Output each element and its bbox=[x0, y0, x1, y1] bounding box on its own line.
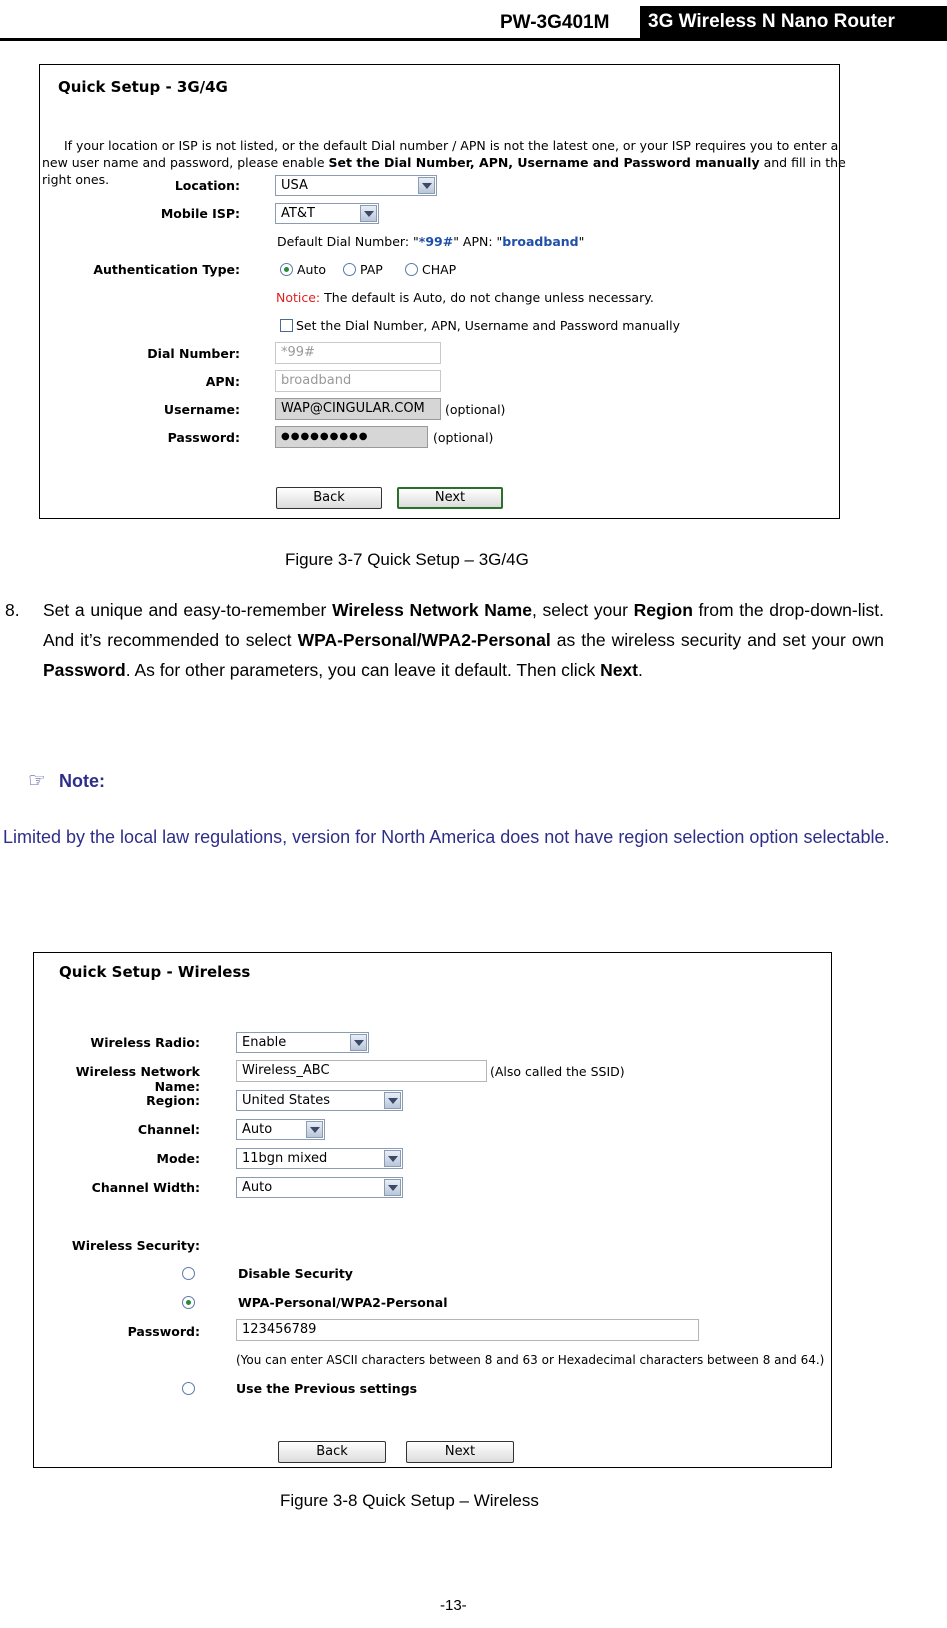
ssid-note: (Also called the SSID) bbox=[490, 1064, 625, 1079]
notice-text: Notice: The default is Auto, do not change unless necessary. bbox=[276, 290, 654, 305]
chevron-down-icon bbox=[384, 1179, 401, 1196]
page-number: -13- bbox=[440, 1597, 467, 1614]
wireless-password-label: Password: bbox=[127, 1324, 200, 1339]
use-previous-label: Use the Previous settings bbox=[236, 1381, 418, 1396]
quick-setup-wireless-panel bbox=[33, 952, 832, 1468]
manual-settings-label: Set the Dial Number, APN, Username and Password manually bbox=[296, 318, 680, 333]
model-name: PW-3G401M bbox=[500, 12, 610, 33]
username-label: Username: bbox=[163, 402, 240, 417]
password-hint: (You can enter ASCII characters between 8 and 63 or Hexadecimal characters between 8 and 64.) bbox=[236, 1353, 825, 1367]
password-optional: (optional) bbox=[433, 430, 494, 445]
use-previous-radio[interactable] bbox=[182, 1382, 195, 1395]
mode-select[interactable]: 11bgn mixed bbox=[236, 1148, 403, 1169]
panel-title: Quick Setup - Wireless bbox=[59, 963, 251, 981]
apn-input[interactable]: broadband bbox=[275, 370, 441, 392]
username-optional: (optional) bbox=[445, 402, 506, 417]
chevron-down-icon bbox=[384, 1092, 401, 1109]
password-label: Password: bbox=[167, 430, 240, 445]
page-header bbox=[0, 0, 947, 44]
dial-number-input[interactable]: *99# bbox=[275, 342, 441, 364]
header-rule bbox=[0, 38, 947, 41]
wireless-radio-select[interactable]: Enable bbox=[236, 1032, 369, 1053]
location-select[interactable]: USA bbox=[275, 175, 437, 196]
pointing-hand-icon: ☞ bbox=[28, 768, 46, 792]
username-input[interactable]: WAP@CINGULAR.COM bbox=[275, 398, 441, 420]
wireless-radio-label: Wireless Radio: bbox=[90, 1035, 200, 1050]
chevron-down-icon bbox=[418, 177, 435, 194]
apn-label: APN: bbox=[205, 374, 240, 389]
chevron-down-icon bbox=[384, 1150, 401, 1167]
step-number: 8. bbox=[5, 600, 20, 620]
auth-chap-radio[interactable] bbox=[405, 263, 418, 276]
channel-width-select[interactable]: Auto bbox=[236, 1177, 403, 1198]
wpa-personal-label: WPA-Personal/WPA2-Personal bbox=[238, 1295, 448, 1310]
region-select[interactable]: United States bbox=[236, 1090, 403, 1111]
mobile-isp-label: Mobile ISP: bbox=[160, 206, 240, 221]
panel-title: Quick Setup - 3G/4G bbox=[58, 78, 228, 96]
chevron-down-icon bbox=[350, 1034, 367, 1051]
manual-settings-checkbox[interactable] bbox=[280, 319, 293, 332]
back-button[interactable]: Back bbox=[276, 487, 382, 509]
note-text: Limited by the local law regulations, version for North America does not have region selection option selectable. bbox=[3, 827, 890, 847]
back-button[interactable]: Back bbox=[278, 1441, 386, 1463]
auth-chap-label: CHAP bbox=[422, 262, 457, 277]
mobile-isp-select[interactable]: AT&T bbox=[275, 203, 379, 224]
auth-auto-label: Auto bbox=[297, 262, 327, 277]
auth-type-label: Authentication Type: bbox=[93, 262, 240, 277]
wireless-password-input[interactable]: 123456789 bbox=[236, 1319, 699, 1341]
intro-text: If your location or ISP is not listed, or the default Dial number / APN is not the latest one, or your ISP requires you to enter a new user name and password, please enable Set the Dial Number, APN, Username and Password manually and fill in the right ones. bbox=[42, 138, 846, 187]
disable-security-radio[interactable] bbox=[182, 1267, 195, 1280]
chevron-down-icon bbox=[306, 1121, 323, 1138]
channel-label: Channel: bbox=[137, 1122, 200, 1137]
auth-auto-radio[interactable] bbox=[280, 263, 293, 276]
mode-label: Mode: bbox=[156, 1151, 200, 1166]
password-input[interactable]: ●●●●●●●●● bbox=[275, 426, 428, 448]
figure-3-8-caption: Figure 3-8 Quick Setup – Wireless bbox=[280, 1491, 539, 1510]
wpa-personal-radio[interactable] bbox=[182, 1296, 195, 1309]
ssid-label: Wireless Network Name: bbox=[75, 1064, 200, 1094]
channel-select[interactable]: Auto bbox=[236, 1119, 325, 1140]
disable-security-label: Disable Security bbox=[238, 1266, 353, 1281]
region-label: Region: bbox=[146, 1093, 200, 1108]
next-button[interactable]: Next bbox=[397, 487, 503, 509]
step-8-text: Set a unique and easy-to-remember Wireless Network Name, select your Region from the drop-down-list. And it’s recommended to select WPA-Personal/WPA2-Personal as the wireless security and set your own Password. As for other parameters, you can leave it default. Then click Next. bbox=[43, 600, 884, 680]
default-dial-info: Default Dial Number: "*99#" APN: "broadband" bbox=[277, 234, 585, 249]
dial-number-label: Dial Number: bbox=[147, 346, 240, 361]
product-name: 3G Wireless N Nano Router bbox=[640, 6, 947, 38]
auth-pap-label: PAP bbox=[360, 262, 383, 277]
wireless-security-label: Wireless Security: bbox=[71, 1238, 200, 1253]
ssid-input[interactable]: Wireless_ABC bbox=[236, 1060, 487, 1082]
location-label: Location: bbox=[174, 178, 240, 193]
note-heading: ☞ Note: bbox=[28, 768, 105, 792]
next-button[interactable]: Next bbox=[406, 1441, 514, 1463]
chevron-down-icon bbox=[360, 205, 377, 222]
quick-setup-3g-panel bbox=[39, 64, 846, 519]
channel-width-label: Channel Width: bbox=[91, 1180, 200, 1195]
figure-3-7-caption: Figure 3-7 Quick Setup – 3G/4G bbox=[285, 550, 529, 569]
auth-pap-radio[interactable] bbox=[343, 263, 356, 276]
